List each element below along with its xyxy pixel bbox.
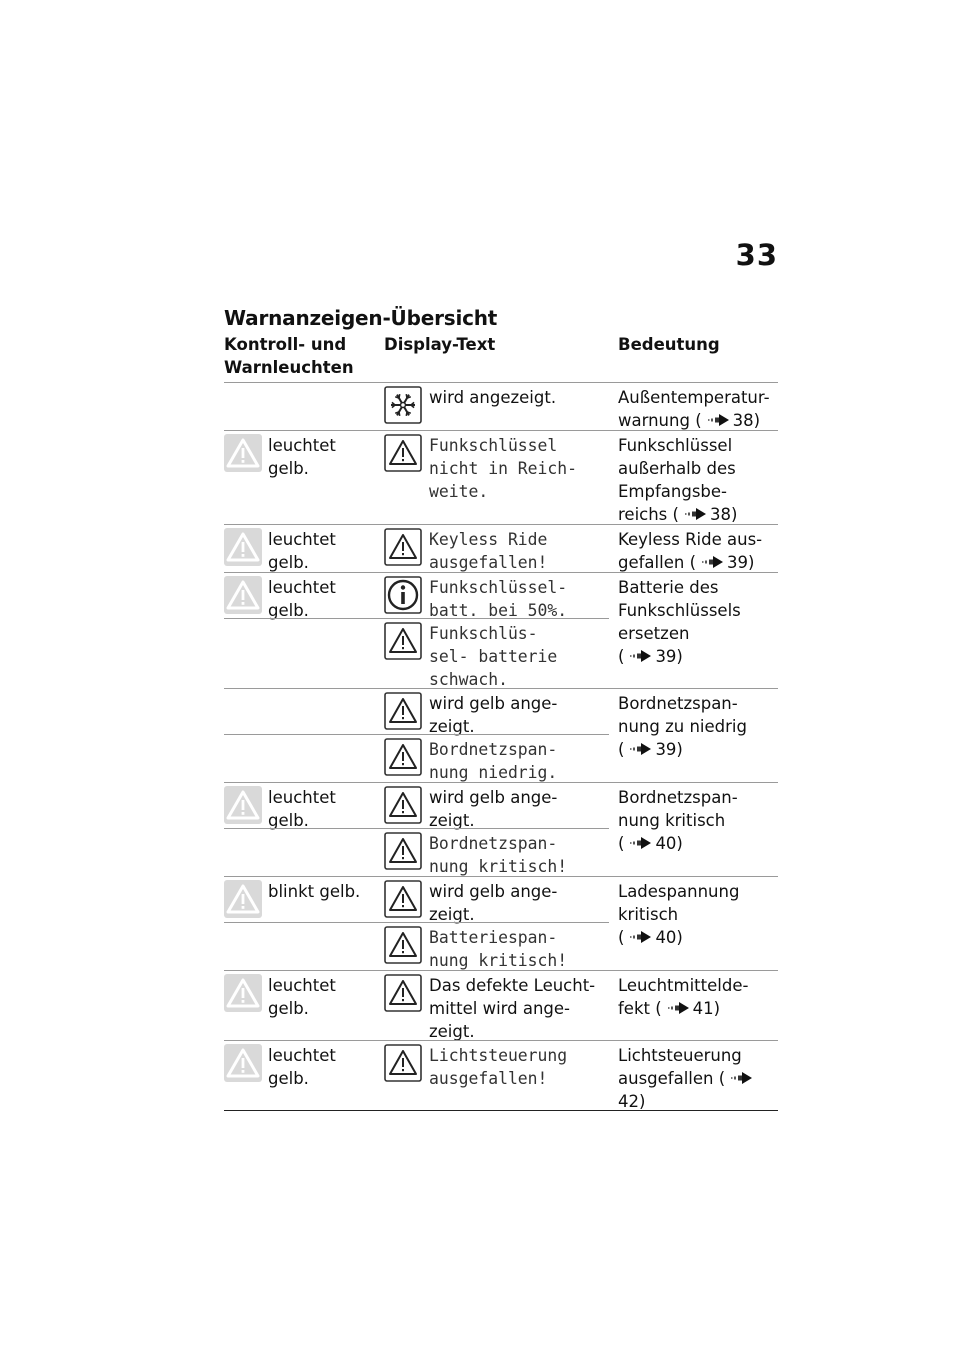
display-line: nicht in Reich- xyxy=(429,459,578,478)
display-line: weite. xyxy=(429,482,489,501)
meaning-line: nung zu niedrig xyxy=(618,717,747,736)
display-line: Funkschlüs- xyxy=(429,624,538,643)
display-line: Bordnetzspan- xyxy=(429,834,558,853)
warning-light-icon xyxy=(224,528,262,566)
warning-triangle-icon xyxy=(384,832,422,870)
display-text xyxy=(429,688,609,738)
meaning-line: Bordnetzspan- xyxy=(618,788,738,807)
display-line: nung niedrig. xyxy=(429,763,558,782)
indicator-line: gelb. xyxy=(268,601,309,620)
warning-light-icon xyxy=(224,1044,262,1082)
display-icon-cell xyxy=(384,786,422,824)
display-line: zeigt. xyxy=(429,905,475,924)
display-icon-cell xyxy=(384,692,422,730)
table-row xyxy=(224,1040,778,1110)
table-row xyxy=(224,382,778,430)
page-reference-number[interactable]: 39) xyxy=(655,740,683,759)
warning-triangle-icon xyxy=(384,434,422,472)
page-reference[interactable]: ( 39) xyxy=(618,647,683,666)
table-row xyxy=(224,734,778,782)
meaning-text xyxy=(618,382,778,432)
display-icon-cell xyxy=(384,738,422,776)
page-reference[interactable]: ( 40) xyxy=(618,834,683,853)
display-line: schwach. xyxy=(429,670,508,689)
display-text xyxy=(429,734,609,784)
row-separator xyxy=(224,782,778,783)
display-icon-cell xyxy=(384,926,422,964)
header-indicator-line1: Kontroll- und xyxy=(224,335,347,354)
table-header xyxy=(224,334,778,380)
row-separator xyxy=(224,382,778,383)
display-line: Das defekte Leucht- xyxy=(429,976,596,995)
indicator-line: leuchtet xyxy=(268,578,336,597)
table-row xyxy=(224,922,778,970)
display-text xyxy=(429,970,609,1043)
page-reference-number[interactable]: 40) xyxy=(655,834,683,853)
warning-triangle-icon xyxy=(384,622,422,660)
page-reference-number[interactable]: 39) xyxy=(727,553,755,572)
meaning-line: gefallen xyxy=(618,553,690,572)
display-line: batt. bei 50%. xyxy=(429,601,568,620)
indicator-text xyxy=(268,970,378,1020)
display-line: zeigt. xyxy=(429,1022,475,1041)
display-line: wird gelb ange- xyxy=(429,788,558,807)
meaning-line: Ladespannung xyxy=(618,882,740,901)
display-line: Keyless Ride xyxy=(429,530,548,549)
warning-triangle-icon xyxy=(384,1044,422,1082)
warning-light-icon xyxy=(224,786,262,824)
warning-light-icon xyxy=(224,434,262,472)
row-separator xyxy=(224,876,778,877)
display-text xyxy=(429,1040,609,1090)
page-reference[interactable]: (42) xyxy=(618,1069,756,1111)
indicator-text xyxy=(268,876,378,903)
meaning-text xyxy=(618,524,778,574)
meaning-line: nung kritisch xyxy=(618,811,726,830)
warning-light-icon xyxy=(224,880,262,918)
row-separator xyxy=(224,572,778,573)
header-indicator xyxy=(224,334,354,379)
display-line: Bordnetzspan- xyxy=(429,740,558,759)
indicator-cell xyxy=(224,974,262,1012)
display-text xyxy=(429,618,609,691)
indicator-line: gelb. xyxy=(268,553,309,572)
display-text xyxy=(429,572,609,622)
display-line: sel- batterie xyxy=(429,647,558,666)
page-reference-number[interactable]: 41) xyxy=(692,999,721,1018)
meaning-text xyxy=(618,430,778,526)
meaning-line: Funkschlüssels xyxy=(618,601,741,620)
display-icon-cell xyxy=(384,386,422,424)
display-line: wird gelb ange- xyxy=(429,882,558,901)
table-row xyxy=(224,524,778,572)
row-separator xyxy=(224,1040,778,1041)
indicator-text xyxy=(268,1040,378,1090)
page-number: 33 xyxy=(735,238,778,272)
page-reference[interactable]: ( 40) xyxy=(618,928,683,947)
page-reference-arrow-icon xyxy=(685,507,707,521)
page-reference[interactable]: ( 41) xyxy=(655,999,721,1018)
indicator-line: gelb. xyxy=(268,459,309,478)
display-text xyxy=(429,430,609,503)
indicator-text xyxy=(268,524,378,574)
display-text xyxy=(429,524,609,574)
display-icon-cell xyxy=(384,880,422,918)
display-line: wird gelb ange- xyxy=(429,694,558,713)
display-text xyxy=(429,922,609,972)
display-icon-cell xyxy=(384,974,422,1012)
header-indicator-line2: Warnleuchten xyxy=(224,357,354,377)
meaning-line: außerhalb des xyxy=(618,459,736,478)
meaning-line: Batterie des xyxy=(618,578,719,597)
display-line: Funkschlüssel xyxy=(429,436,558,455)
indicator-text xyxy=(268,782,378,832)
meaning-line: ausgefallen xyxy=(618,1069,719,1088)
meaning-line: Außentemperatur- xyxy=(618,388,770,407)
warning-triangle-icon xyxy=(384,926,422,964)
indicator-cell xyxy=(224,786,262,824)
table-row xyxy=(224,828,778,876)
display-icon-cell xyxy=(384,832,422,870)
indicator-cell xyxy=(224,434,262,472)
page-reference[interactable]: ( 38) xyxy=(672,505,738,524)
meaning-text xyxy=(618,1040,778,1113)
row-separator xyxy=(224,970,778,971)
meaning-text xyxy=(618,970,778,1020)
meaning-line: fekt xyxy=(618,999,656,1018)
page-reference[interactable]: ( 39) xyxy=(689,553,755,572)
display-line: mittel wird ange- xyxy=(429,999,571,1018)
display-line: zeigt. xyxy=(429,717,475,736)
indicator-line: blinkt gelb. xyxy=(268,882,361,901)
indicator-line: leuchtet xyxy=(268,788,336,807)
meaning-line: Leuchtmittelde- xyxy=(618,976,749,995)
indicator-text xyxy=(268,572,378,622)
header-display: Display-Text xyxy=(384,335,496,354)
indicator-cell xyxy=(224,1044,262,1082)
indicator-line: gelb. xyxy=(268,999,309,1018)
snowflake-icon xyxy=(384,386,422,424)
page-reference-arrow-icon xyxy=(708,413,730,427)
page-reference-number[interactable]: 39) xyxy=(655,647,683,666)
display-line: Funkschlüssel- xyxy=(429,578,568,597)
page-reference-arrow-icon xyxy=(702,555,724,569)
meaning-line: ersetzen xyxy=(618,624,690,643)
header-meaning: Bedeutung xyxy=(618,335,720,354)
display-line: nung kritisch! xyxy=(429,951,568,970)
warning-triangle-icon xyxy=(384,692,422,730)
warning-triangle-icon xyxy=(384,974,422,1012)
page-reference-number[interactable]: 38) xyxy=(732,411,761,430)
page-reference-arrow-icon xyxy=(668,1001,690,1015)
page-reference-arrow-icon xyxy=(731,1071,753,1085)
meaning-line: Empfangsbe- xyxy=(618,482,727,501)
indicator-line: leuchtet xyxy=(268,530,336,549)
display-text xyxy=(429,828,609,878)
page-reference-number[interactable]: 40) xyxy=(655,928,683,947)
meaning-line: Keyless Ride aus- xyxy=(618,530,763,549)
table-row xyxy=(224,782,778,853)
display-line: nung kritisch! xyxy=(429,857,568,876)
display-line: Batteriespan- xyxy=(429,928,558,947)
meaning-line: reichs xyxy=(618,505,673,524)
display-text xyxy=(429,382,609,409)
table-row xyxy=(224,618,778,688)
table-row xyxy=(224,688,778,759)
display-icon-cell xyxy=(384,576,422,614)
indicator-line: leuchtet xyxy=(268,976,336,995)
page-reference-number[interactable]: 38) xyxy=(709,505,738,524)
warning-triangle-icon xyxy=(384,880,422,918)
meaning-line: kritisch xyxy=(618,905,679,924)
meaning-line: Lichtsteuerung xyxy=(618,1046,742,1065)
indicator-cell xyxy=(224,528,262,566)
display-line: zeigt. xyxy=(429,811,475,830)
page-reference-number[interactable]: 42) xyxy=(618,1092,646,1111)
page-reference[interactable]: ( 38) xyxy=(695,411,761,430)
warning-triangle-icon xyxy=(384,528,422,566)
indicator-line: gelb. xyxy=(268,1069,309,1088)
info-icon xyxy=(384,576,422,614)
table-row xyxy=(224,970,778,1040)
display-icon-cell xyxy=(384,528,422,566)
table-row xyxy=(224,430,778,524)
indicator-cell xyxy=(224,576,262,614)
row-separator xyxy=(224,688,778,689)
display-icon-cell xyxy=(384,1044,422,1082)
row-separator xyxy=(224,524,778,525)
display-line: wird angezeigt. xyxy=(429,388,557,407)
display-line: ausgefallen! xyxy=(429,553,548,572)
display-line: Lichtsteuerung xyxy=(429,1046,568,1065)
indicator-line: leuchtet xyxy=(268,436,336,455)
display-icon-cell xyxy=(384,622,422,660)
meaning-line: Funkschlüssel xyxy=(618,436,733,455)
display-text xyxy=(429,782,609,832)
section-title: Warnanzeigen-Übersicht xyxy=(224,306,498,330)
table-bottom-rule xyxy=(224,1110,778,1111)
indicator-line: gelb. xyxy=(268,811,309,830)
warning-light-icon xyxy=(224,576,262,614)
warning-triangle-icon xyxy=(384,786,422,824)
display-line: ausgefallen! xyxy=(429,1069,548,1088)
display-text xyxy=(429,876,609,926)
warning-triangle-icon xyxy=(384,738,422,776)
display-icon-cell xyxy=(384,434,422,472)
indicator-cell xyxy=(224,880,262,918)
meaning-line: warnung xyxy=(618,411,696,430)
indicator-line: leuchtet xyxy=(268,1046,336,1065)
indicator-text xyxy=(268,430,378,480)
meaning-line: Bordnetzspan- xyxy=(618,694,738,713)
warning-light-icon xyxy=(224,974,262,1012)
row-separator xyxy=(224,430,778,431)
page-reference[interactable]: ( 39) xyxy=(618,740,683,759)
